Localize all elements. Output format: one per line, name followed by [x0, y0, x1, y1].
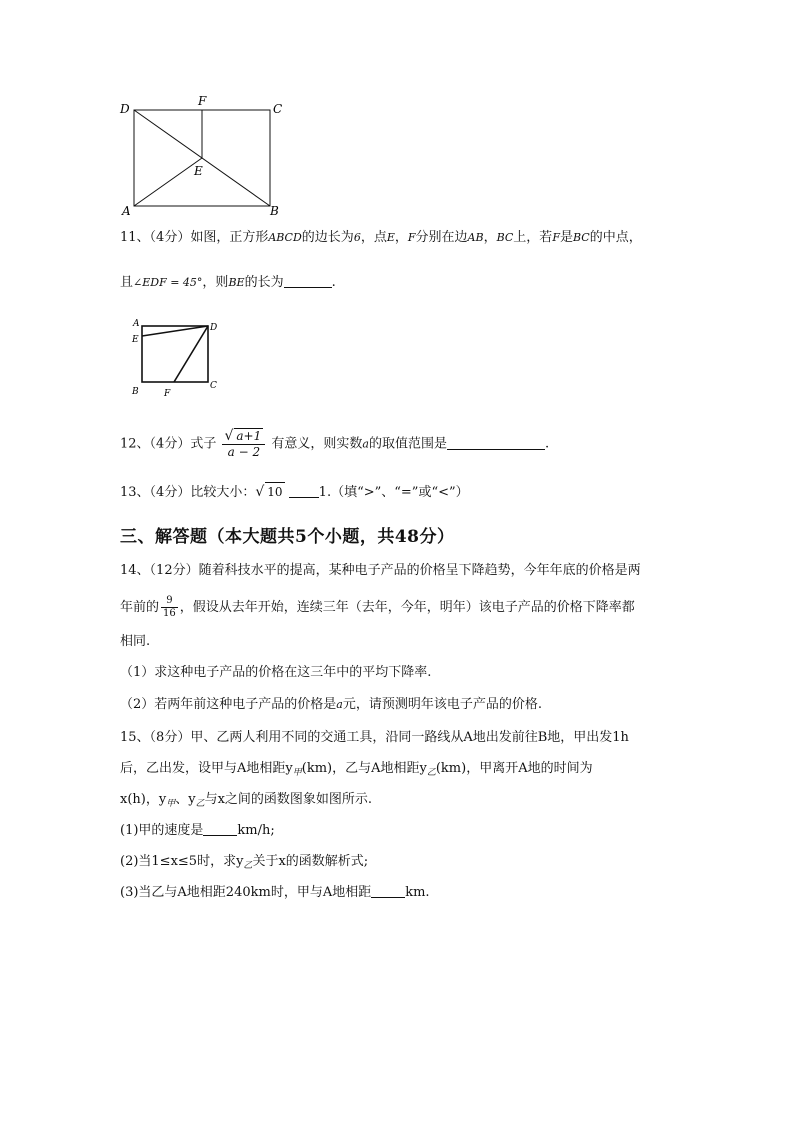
q11-line2: 且∠EDF = 45°，则BE的长为 .: [120, 275, 336, 290]
q15-line2: 后，乙出发，设甲与A地相距$y_甲(km)$，乙与A地相距$y_乙(km)$，甲离开A地的时间为: [120, 761, 593, 778]
q11-answer-blank[interactable]: [284, 274, 332, 288]
figure-square-abcd: [128, 314, 218, 400]
segment-ed: [142, 326, 208, 336]
label-d: D: [120, 102, 130, 116]
angle-edf: ∠EDF = 45°: [133, 276, 203, 289]
fraction-9-16: $\frac{9}{16}$: [163, 595, 176, 619]
label-d: D: [210, 323, 218, 333]
q15-sub3: (3)当乙与A地相距240km时，甲与A地相距 km.: [120, 885, 430, 900]
q13-answer-blank[interactable]: [289, 484, 319, 498]
radical-sign: √: [224, 428, 234, 444]
label-f: F: [164, 389, 171, 399]
label-f: F: [198, 94, 207, 108]
q12-fraction: $\frac{√ a+1}{a - 2}$: [222, 428, 265, 460]
label-c: C: [273, 102, 283, 116]
q15-speed-blank[interactable]: [203, 822, 237, 836]
segment-ae: [134, 158, 202, 206]
q14-line3: 相同.: [120, 634, 151, 649]
q15-distance-blank[interactable]: [371, 884, 405, 898]
q15-line3: x(h)，$y_甲$、$y_乙$与x之间的函数图象如图所示.: [120, 792, 373, 809]
radical-sign: √: [255, 484, 265, 500]
q15-sub1: (1)甲的速度是 km/h;: [120, 823, 275, 838]
q14-sub2: （2）若两年前这种电子产品的价格是a元，请预测明年该电子产品的价格.: [120, 697, 542, 712]
label-a: A: [122, 204, 131, 218]
q12-line: 12、（4分）式子 $\frac{√ a+1}{a - 2}$ 有意义，则实数a的取值范围是 .: [120, 428, 550, 459]
label-e: E: [132, 335, 139, 345]
label-c: C: [210, 381, 217, 391]
label-b: B: [132, 387, 139, 397]
q14-line2: 年前的 $\frac{9}{16}$ ，假设从去年开始，连续三年（去年，今年，明年）该电子产品的价格下降率都: [120, 595, 635, 619]
q14-line1: 14、（12分）随着科技水平的提高，某种电子产品的价格呈下降趋势，今年年底的价格是两: [120, 563, 641, 578]
q13-line: 13、（4分）比较大小：√ 10 1.（填“>”、“=”或“<”）: [120, 484, 469, 500]
segment-df: [174, 326, 208, 382]
q11-line1: 11、（4分）如图，正方形ABCD的边长为6，点E，F分别在边AB，BC上，若F是BC的中点，: [120, 230, 642, 245]
q14-sub1: （1）求这种电子产品的价格在这三年中的平均下降率.: [120, 665, 432, 680]
q12-answer-blank[interactable]: [447, 436, 545, 450]
figure-rectangle-abcd: [110, 92, 300, 222]
q15-sub2: (2)当1≤x≤5时，求$y_乙$关于x的函数解析式;: [120, 854, 369, 871]
q15-line1: 15、（8分）甲、乙两人利用不同的交通工具，沿同一路线从A地出发前往B地，甲出发1h: [120, 730, 629, 745]
label-a: A: [133, 319, 140, 329]
label-b: B: [270, 204, 279, 218]
section-heading: 三、解答题（本大题共5个小题，共48分）: [120, 527, 455, 547]
label-e: E: [194, 164, 203, 178]
